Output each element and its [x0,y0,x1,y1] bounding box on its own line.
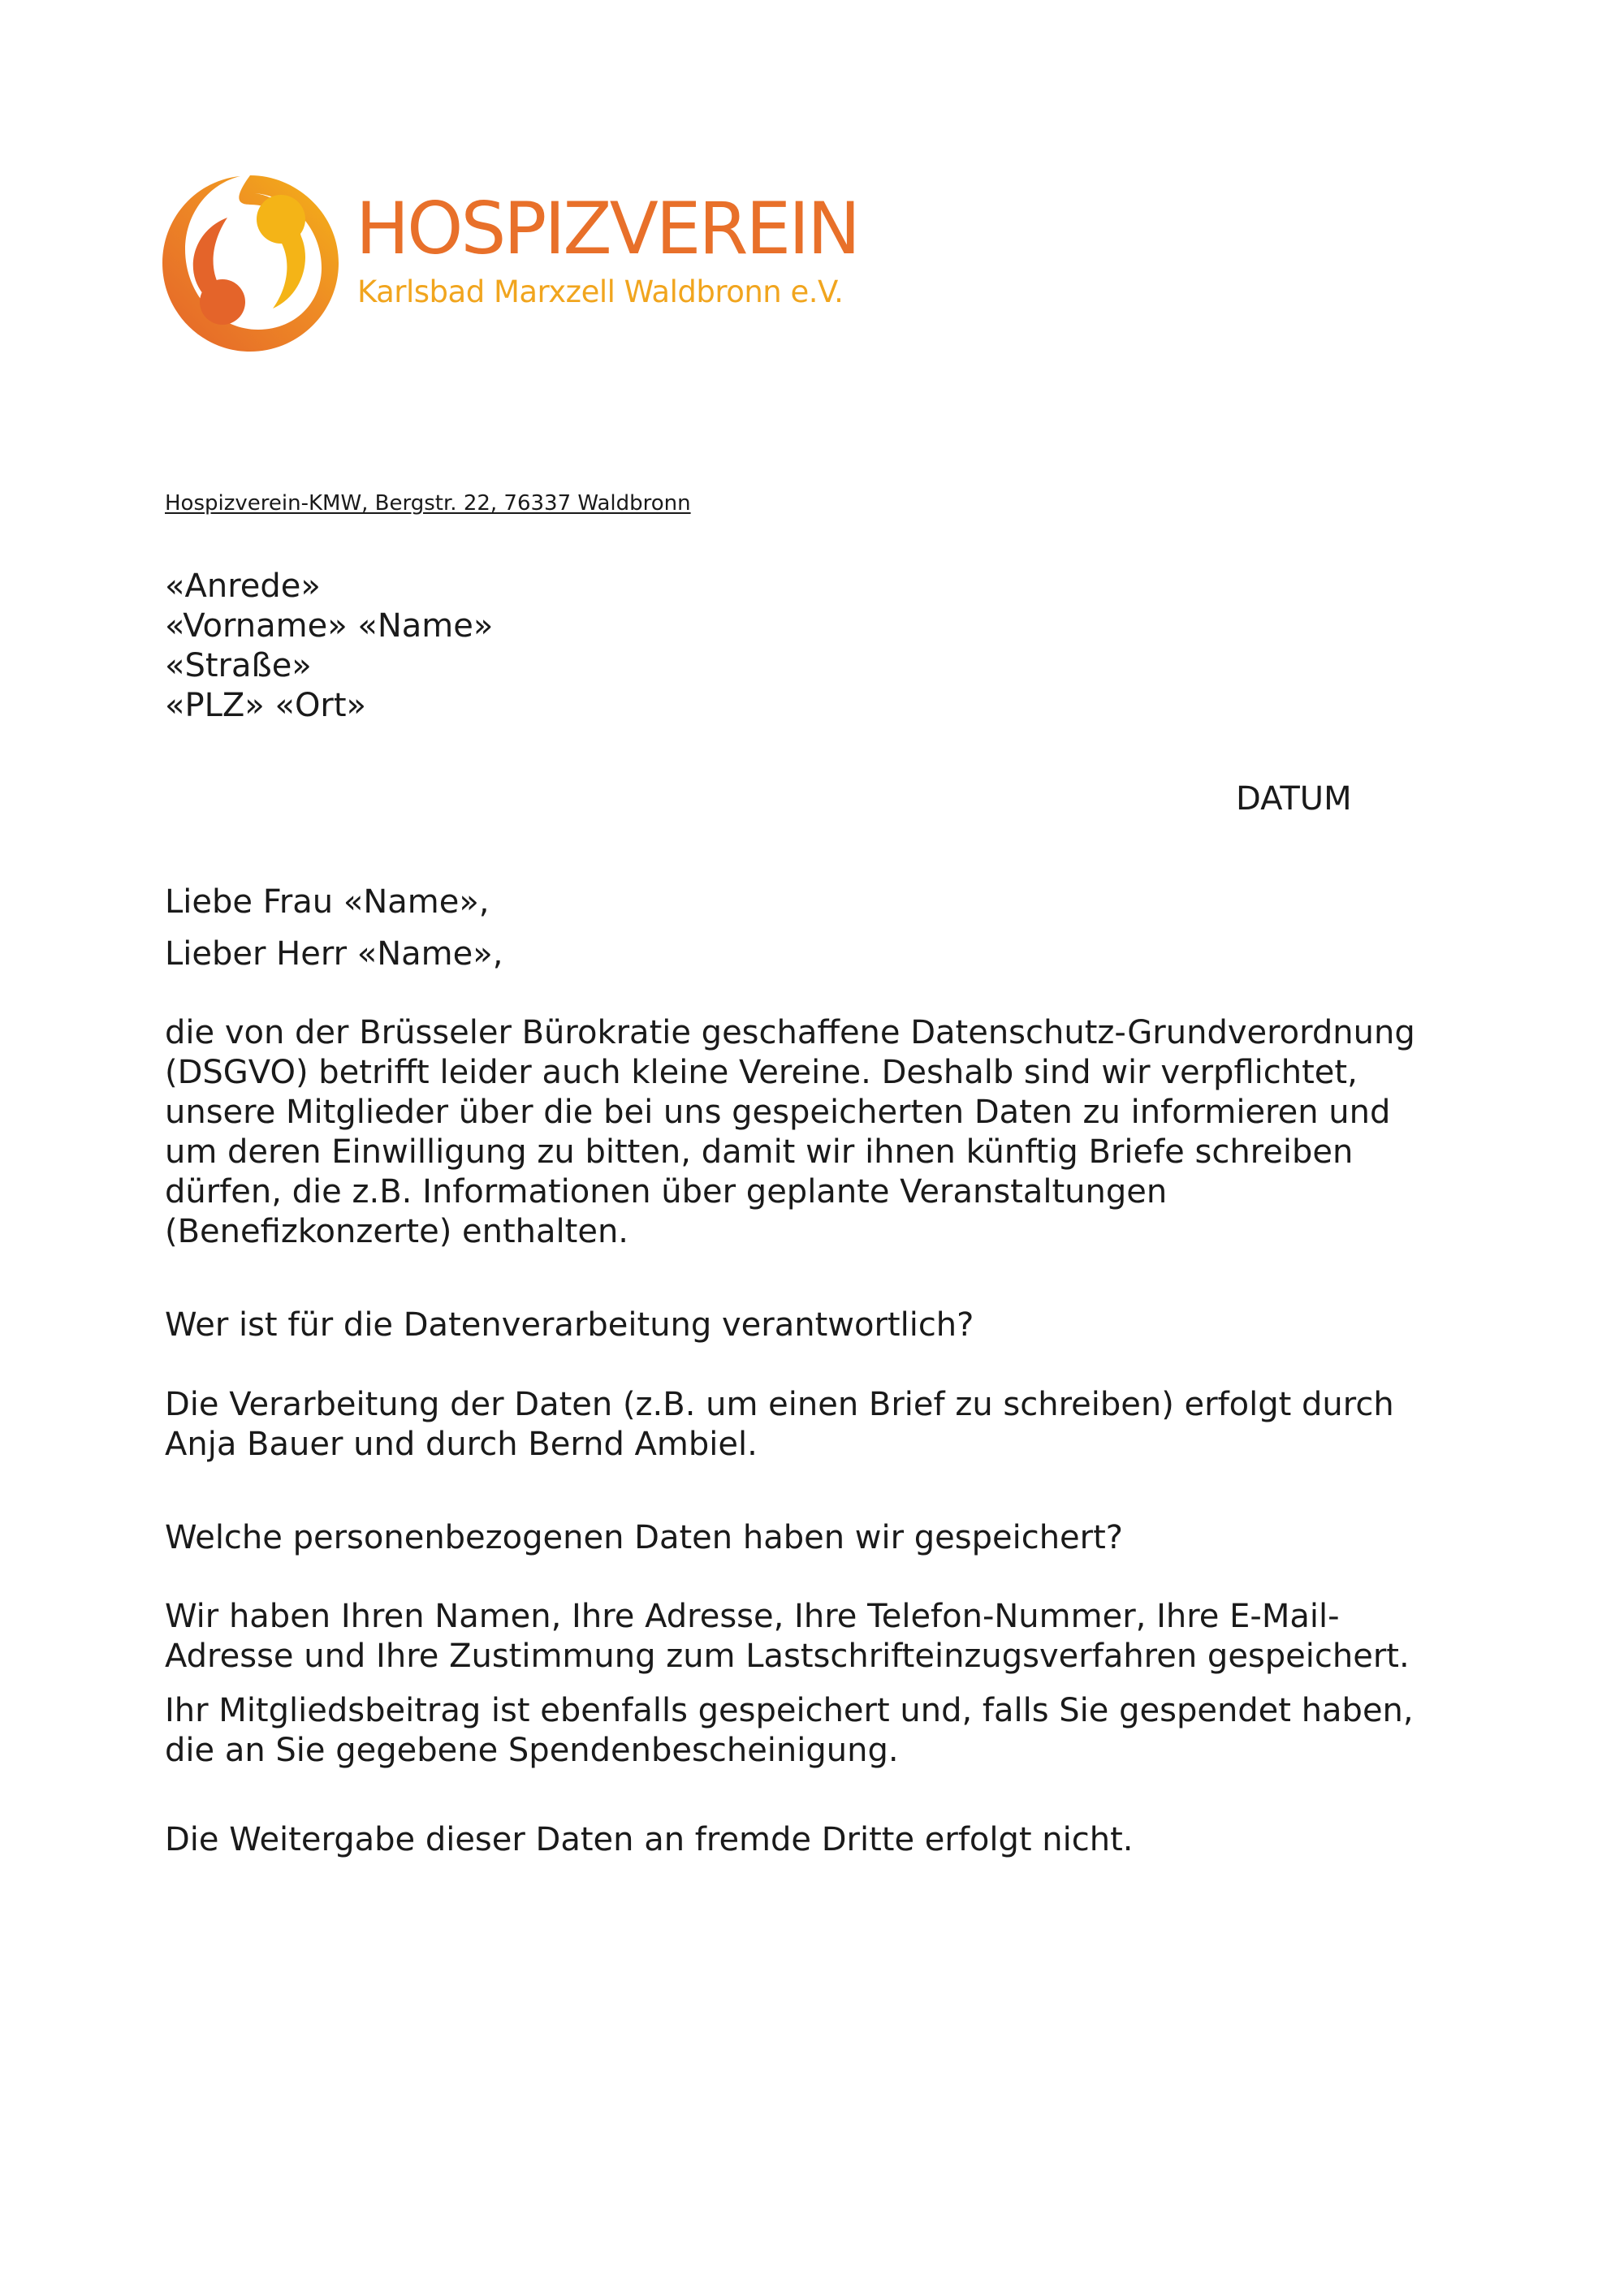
address-line-salutation: «Anrede» [165,568,321,605]
salutation-herr: Lieber Herr «Name», [165,935,503,973]
hospizverein-logo-icon [159,172,342,355]
text-line: die an Sie gegebene Spendenbescheinigung. [165,1732,899,1769]
text-line: um deren Einwilligung zu bitten, damit wir ihnen künftig Briefe schreiben [165,1133,1354,1171]
text-line: Adresse und Ihre Zustimmung zum Lastschrifteinzugsverfahren gespeichert. [165,1638,1410,1675]
text-line: dürfen, die z.B. Informationen über geplante Veranstaltungen [165,1173,1168,1211]
text-line: Die Verarbeitung der Daten (z.B. um einen Brief zu schreiben) erfolgt durch [165,1386,1394,1423]
address-line-name: «Vorname» «Name» [165,607,494,645]
question-responsible: Wer ist für die Datenverarbeitung verantwortlich? [165,1306,974,1344]
paragraph-stored-data [165,1597,1410,1677]
question-stored-data: Welche personenbezogenen Daten haben wir gespeichert? [165,1519,1124,1556]
text-line: Ihr Mitgliedsbeitrag ist ebenfalls gespeichert und, falls Sie gespendet haben, [165,1692,1414,1729]
text-line: Anja Bauer und durch Bernd Ambiel. [165,1426,758,1463]
logo-subtitle: Karlsbad Marxzell Waldbronn e.V. [357,274,844,309]
address-line-city: «PLZ» «Ort» [165,687,367,724]
paragraph-no-disclosure: Die Weitergabe dieser Daten an fremde Dritte erfolgt nicht. [165,1821,1134,1858]
address-line-street: «Straße» [165,647,312,684]
paragraph-processing [165,1385,1394,1465]
recipient-address [165,567,493,726]
sender-return-address: Hospizverein-KMW, Bergstr. 22, 76337 Waldbronn [165,491,691,516]
text-line: (DSGVO) betrifft leider auch kleine Vereine. Deshalb sind wir verpflichtet, [165,1054,1358,1091]
paragraph-intro [165,1013,1415,1252]
salutation-frau: Liebe Frau «Name», [165,883,490,921]
text-line: Wir haben Ihren Namen, Ihre Adresse, Ihre Telefon-Nummer, Ihre E-Mail- [165,1598,1340,1635]
letter-date: DATUM [1236,780,1352,818]
logo-title: HOSPIZVEREIN [356,187,858,270]
text-line: die von der Brüsseler Bürokratie geschaffene Datenschutz-Grundverordnung [165,1014,1415,1051]
paragraph-membership-fee [165,1691,1414,1771]
text-line: unsere Mitglieder über die bei uns gespeicherten Daten zu informieren und [165,1094,1391,1131]
hospizverein-logo [159,172,858,355]
text-line: (Benefizkonzerte) enthalten. [165,1213,629,1250]
